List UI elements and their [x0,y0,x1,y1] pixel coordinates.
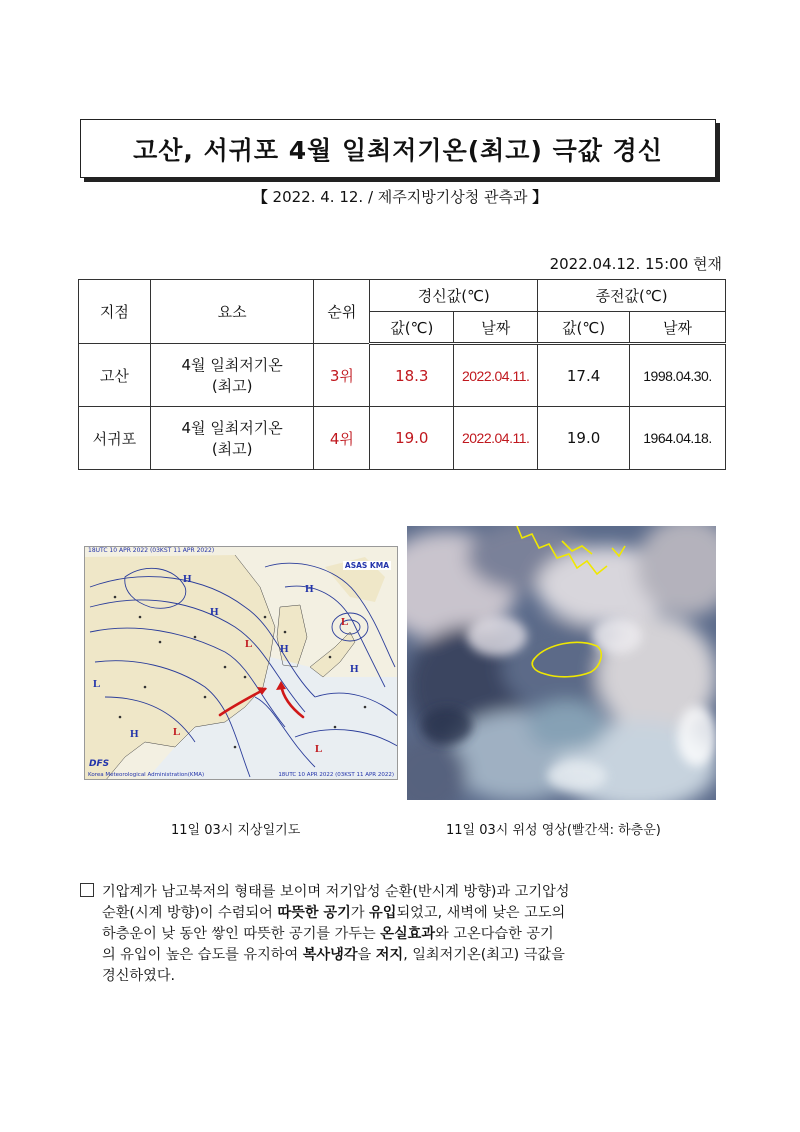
extreme-value-table [78,279,726,470]
header-new-value: 값(℃) [370,312,454,344]
header-site: 지점 [79,280,151,344]
weather-map-graphic [85,547,398,780]
paragraph-line-3 [80,924,730,945]
satellite-graphic [407,526,716,800]
header-element: 요소 [150,280,314,344]
timestamp: 2022.04.12. 15:00 현재 [549,255,722,273]
cell-new-date: 2022.04.11. [454,407,538,470]
element-line1: 4월 일최저기온 [181,356,283,374]
header-row-1 [79,280,726,312]
cell-rank: 4위 [314,407,370,470]
table-row [79,407,726,470]
svg-text:H: H [130,728,139,740]
subtitle [0,186,800,207]
header-previous: 종전값(℃) [538,280,726,312]
svg-text:L: L [93,678,101,690]
table-row [79,344,726,407]
text-run: 의 유입이 높은 습도를 유지하여 [102,947,303,963]
svg-text:L: L [173,726,181,738]
text-run: 을 [357,947,376,963]
text-run: 기압계가 남고북저의 형태를 보이며 저기압성 순환(반시계 방향)과 고기압성 [102,884,570,900]
map-top-label: 18UTC 10 APR 2022 (03KST 11 APR 2022) [88,547,215,554]
header-old-value: 값(℃) [538,312,630,344]
caption-weather-map: 11일 03시 지상일기도 [171,823,301,838]
text-run: 가 [350,905,370,921]
element-line1: 4월 일최저기온 [181,419,283,437]
bold-run: 저지 [375,947,404,963]
paragraph-line-5: 경신하였다. [102,968,176,984]
header-renewed: 경신값(℃) [370,280,538,312]
bracket-close: 】 [532,188,548,206]
cell-site: 서귀포 [79,407,151,470]
caption-satellite: 11일 03시 위성 영상(빨간색: 하층운) [446,823,661,838]
svg-text:H: H [350,663,359,675]
bold-run: 복사냉각 [302,947,358,963]
text-run: 와 고온다습한 공기 [435,926,554,942]
header-rank: 순위 [314,280,370,344]
cell-new-value: 18.3 [370,344,454,407]
cell-element [150,407,314,470]
svg-text:L: L [245,638,253,650]
bold-run: 유입 [369,905,397,921]
svg-text:H: H [280,643,289,655]
svg-text:H: H [305,583,314,595]
cell-old-date: 1964.04.18. [630,407,726,470]
bold-run: 온실효과 [380,926,436,942]
checkbox-bullet-icon [80,883,94,897]
page-title: 고산, 서귀포 4월 일최저기온(최고) 극값 경신 [133,135,663,165]
paragraph-line-1 [80,882,730,903]
element-line2: (최고) [211,377,253,395]
element-line2: (최고) [211,440,253,458]
header-new-date: 날짜 [454,312,538,344]
cell-new-date: 2022.04.11. [454,344,538,407]
text-run: , 일최저기온(최고) 극값을 [403,947,565,963]
paragraph-line-2 [80,903,730,924]
text-run: 순환(시계 방향)이 수렴되어 [102,905,278,921]
subtitle-text: 2022. 4. 12. / 제주지방기상청 관측과 [267,188,533,206]
cell-new-value: 19.0 [370,407,454,470]
bold-run: 따뜻한 공기 [277,905,351,921]
map-bottom-right-label: 18UTC 10 APR 2022 (03KST 11 APR 2022) [278,772,394,778]
map-asas-label: ASAS KMA [344,561,389,570]
surface-weather-map [84,546,398,780]
cell-site: 고산 [79,344,151,407]
cell-element [150,344,314,407]
bracket-open: 【 [252,188,268,206]
svg-text:L: L [341,616,349,628]
cell-rank: 3위 [314,344,370,407]
analysis-paragraph [80,882,730,987]
svg-text:H: H [183,573,192,585]
text-run: 되었고, 새벽에 낮은 고도의 [396,905,566,921]
svg-text:L: L [315,743,323,755]
map-dfs-logo: DFS [89,759,110,769]
satellite-image [407,526,716,800]
title-box [80,119,716,178]
paragraph-line-4 [80,945,730,966]
cell-old-value: 17.4 [538,344,630,407]
cell-old-date: 1998.04.30. [630,344,726,407]
header-old-date: 날짜 [630,312,726,344]
text-run: 하층운이 낮 동안 쌓인 따뜻한 공기를 가두는 [102,926,381,942]
map-bottom-left-label: Korea Meteorological Administration(KMA) [88,772,205,778]
svg-text:H: H [210,606,219,618]
cell-old-value: 19.0 [538,407,630,470]
